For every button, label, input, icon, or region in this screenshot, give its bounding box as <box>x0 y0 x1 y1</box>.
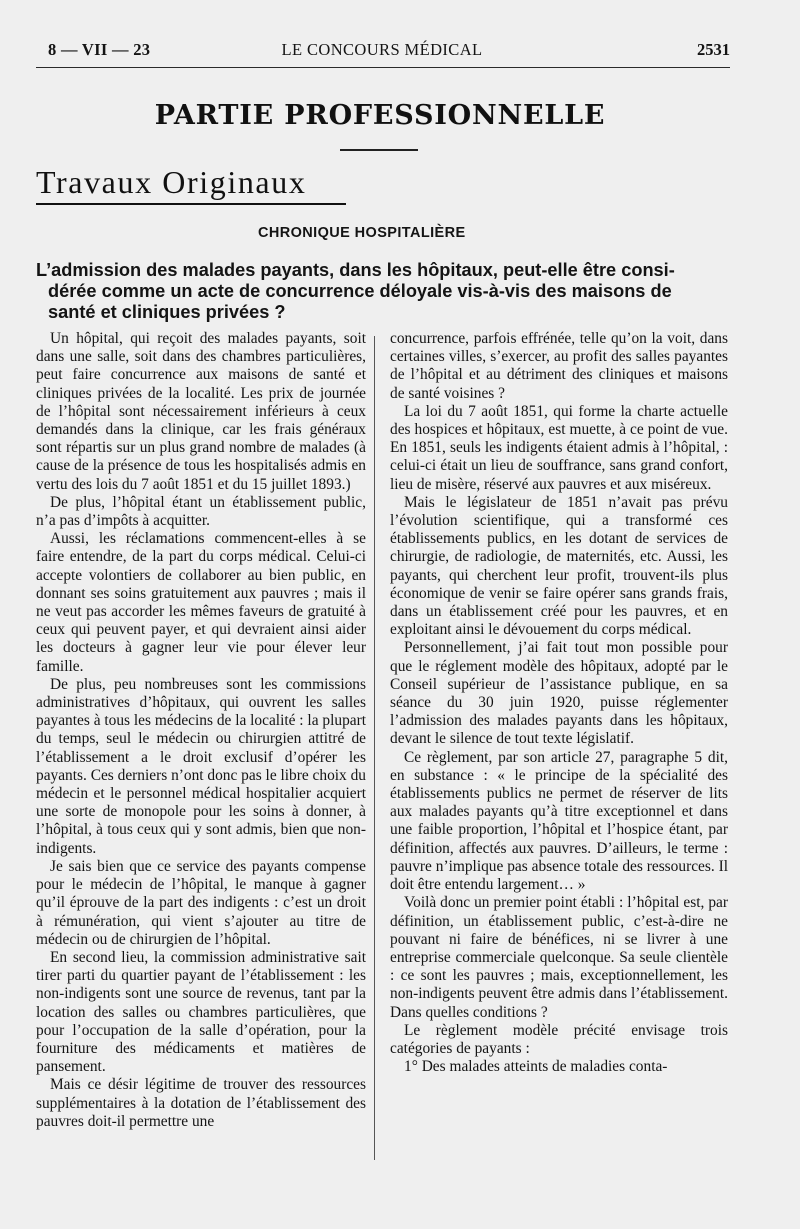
left-column <box>36 330 366 1131</box>
paragraph: Je sais bien que ce service des payants compense pour le médecin de l’hôpital, le manque à gagner qu’il éprouve de la part des indigents : c’est un droit à rémunération, qui vient s’ajouter au titre de médecin ou de chirurgien de l’hôpital. <box>36 857 366 948</box>
paragraph: Personnellement, j’ai fait tout mon possible pour que le réglement modèle des hôpitaux, adopté par le Conseil supérieur de l’assistance publique, en sa séance du 30 juin 1920, puisse réglementer l’admission des malades payants dans les hôpitaux, devant le silence de tout texte législatif. <box>390 639 728 748</box>
journal-title: LE CONCOURS MÉDICAL <box>281 40 483 59</box>
paragraph: Mais ce désir légitime de trouver des ressources supplémentaires à la dotation de l’établissement des pauvres doit-il permettre une <box>36 1076 366 1130</box>
paragraph: Mais le législateur de 1851 n’avait pas prévu l’évolution scientifique, qui a transformé ces établissements publics, en les dotant de services de chirurgie, de radiologie, de maternités, etc. Aussi, les payants, qui cherchent leur profit, trouvent-ils plus économique de venir se faire opérer sans grands frais, dans un établissement créé pour les pauvres, et en exploitant ainsi le dévouement du corps médical. <box>390 493 728 639</box>
page-number: 2531 <box>697 40 730 59</box>
right-column <box>390 330 728 1076</box>
section-rule <box>340 149 418 151</box>
paragraph: concurrence, parfois effrénée, telle qu’on la voit, dans certaines villes, s’exercer, au profit des salles payantes de l’hôpital et au détriment des cliniques et maisons de santé voisines ? <box>390 330 728 402</box>
paragraph: Un hôpital, qui reçoit des malades payants, soit dans une salle, soit dans des chambres particulières, peut faire concurrence aux maisons de santé et cliniques privées de la localité. Les prix de journée de l’hôpital sont nécessairement inférieurs à ceux demandés dans la clinique, car les frais généraux sont répartis sur un plus grand nombre de malades (à cause de la présence de tous les hospitalisés admis en vertu des lois du 7 août 1851 et du 15 juillet 1893.) <box>36 330 366 493</box>
chronicle-label: CHRONIQUE HOSPITALIÈRE <box>258 225 466 241</box>
paragraph: En second lieu, la commission administrative sait tirer parti du quartier payant de l’établissement : les non-indigents sont une source de revenus, tant par la location des salles ou chambres particulières, que pour l’occupation de la salle d’opération, pour la fourniture des médicaments et matières de pansement. <box>36 948 366 1076</box>
headline-line: dérée comme un acte de concurrence déloyale vis-à-vis des maisons de <box>48 281 672 301</box>
column-divider <box>374 336 375 1160</box>
headline-line: santé et cliniques privées ? <box>48 302 286 322</box>
headline-line: L’admission des malades payants, dans les hôpitaux, peut-elle être consi- <box>36 260 675 280</box>
issue-date: 8 — VII — 23 <box>48 40 151 59</box>
section-title: PARTIE PROFESSIONNELLE <box>154 100 606 131</box>
header-rule <box>36 67 730 68</box>
paragraph: Voilà donc un premier point établi : l’hôpital est, par définition, un établissement public, c’est-à-dire ne pouvant ni faire de bénéfices, ni se livrer à une entreprise commerciale quelconque. Sa seule clientèle : ce sont les pauvres ; mais, exceptionnellement, les non-indigents peuvent être admis dans l’établissement. Dans quelles conditions ? <box>390 894 728 1021</box>
rubric-title: Travaux Originaux <box>36 164 307 200</box>
running-head <box>34 40 730 64</box>
paragraph: De plus, l’hôpital étant un établissement public, n’a pas d’impôts à acquitter. <box>36 493 366 530</box>
paragraph: La loi du 7 août 1851, qui forme la charte actuelle des hospices et hôpitaux, est muette, à ce point de vue. En 1851, seuls les indigents étaient admis à l’hôpital, : celui-ci était un lieu de souffrance, sans grand confort, lieu de misère, réservé aux pauvres et aux miséreux. <box>390 402 728 493</box>
article-headline <box>36 260 728 323</box>
paragraph: Ce règlement, par son article 27, paragraphe 5 dit, en substance : « le principe de la spécialité des établissements publics ne permet de réserver de lits aux malades payants qu’à titre exceptionnel et dans une faible proportion, l’hôpital et l’hospice étant, par définition, affectés aux pauvres. D’ailleurs, le terme : pauvre n’implique pas absence totale des ressources. Il doit être entendu largement… » <box>390 748 728 894</box>
rubric-underline <box>36 203 346 205</box>
paragraph: Le règlement modèle précité envisage trois catégories de payants : <box>390 1021 728 1057</box>
paragraph: De plus, peu nombreuses sont les commissions administratives d’hôpitaux, qui ouvrent les salles payantes à tous les médecins de la localité : la plupart du temps, seul le médecin ou chirurgien attitré de l’établissement a le droit exclusif d’opérer les payants. Ces derniers n’ont donc pas le libre choix du médecin et le personnel médical hospitalier acquiert une sorte de monopole pour les soins à donner, à l’hôpital, à tous ceux qui y sont admis, bien que non-indigents. <box>36 675 366 857</box>
paragraph: 1° Des malades atteints de maladies conta- <box>404 1058 668 1076</box>
paragraph: Aussi, les réclamations commencent-elles à se faire entendre, de la part du corps médical. Celui-ci accepte volontiers de collaborer au bien public, en donnant ses soins gratuitement aux pauvres ; mais il ne veut pas accorder les mêmes faveurs de gratuité à ceux qui peuvent payer, et qui devraient ainsi aider les docteurs à gagner leur vie pour élever leur famille. <box>36 530 366 675</box>
